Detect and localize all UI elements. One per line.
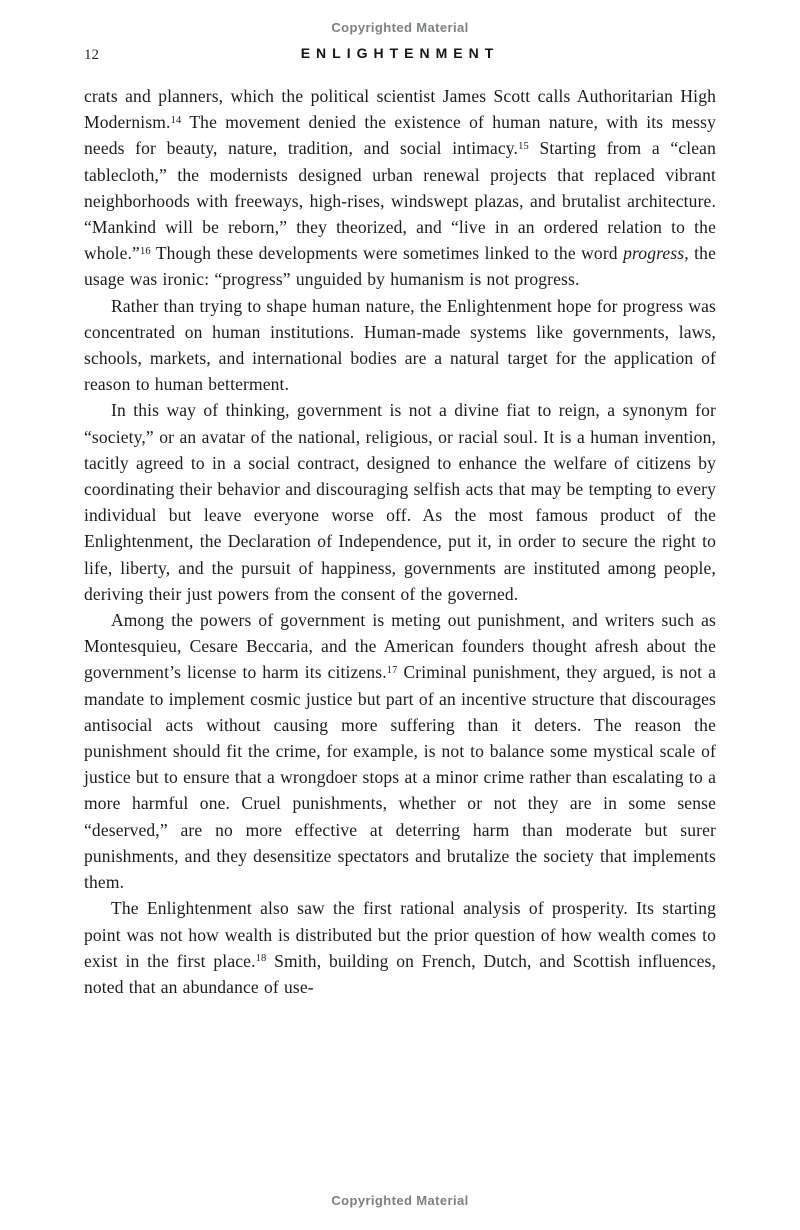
body-text xyxy=(84,83,716,1000)
text-run: Among the powers of government is meting out punishment, and writers such as Montesquieu, Cesare Beccaria, and the American founders thought afresh about the government’s license to harm its citizens. xyxy=(84,610,716,683)
text-run: Criminal punishment, they argued, is not a mandate to implement cosmic justice but part of an incentive structure that discourages antisocial acts without causing more suffering than it deters. The reason the punishment should fit the crime, for example, is not to balance some mystical scale of justice but to ensure that a wrongdoer stops at a minor crime rather than escalating to a more harmful one. Cruel punishments, whether or not they are in some sense “deserved,” are no more effective at deterring harm than moderate but surer punishments, and they desensitize spectators and brutalize the society that implements them. xyxy=(84,662,716,893)
page-header xyxy=(84,45,716,67)
page-number: 12 xyxy=(84,47,99,63)
paragraph xyxy=(84,895,716,1000)
paragraph xyxy=(84,397,716,607)
copyright-notice-bottom: Copyrighted Material xyxy=(331,1193,469,1208)
paragraph xyxy=(84,607,716,895)
footnote-reference: 15 xyxy=(518,141,529,153)
footnote-reference: 14 xyxy=(170,114,182,126)
text-run: the usage was ironic: “progress” unguided by humanism is not progress. xyxy=(84,243,716,290)
paragraph xyxy=(84,83,716,293)
text-run: The Enlightenment also saw the first rational analysis of prosperity. Its starting point was not how wealth is distributed but the prior question of how wealth comes to exist in the first place. xyxy=(84,898,716,971)
text-run: crats and planners, which the political scientist James Scott calls Authoritarian High Modernism. xyxy=(84,86,716,133)
text-run: Smith, building on French, Dutch, and Scottish influences, noted that an abundance of use- xyxy=(84,950,716,997)
paragraph xyxy=(84,293,716,398)
text-run: Rather than trying to shape human nature, the Enlightenment hope for progress was concentrated on human institutions. Human-made systems like governments, laws, schools, markets, and international bodies are a natural target for the application of reason to human betterment. xyxy=(84,295,716,395)
running-header: ENLIGHTENMENT xyxy=(300,45,500,61)
text-run: The movement denied the existence of human nature, with its messy needs for beauty, nature, tradition, and social intimacy. xyxy=(84,112,716,159)
footnote-reference: 16 xyxy=(139,245,151,257)
text-run: In this way of thinking, government is not a divine fiat to reign, a synonym for “society,” or an avatar of the national, religious, or racial soul. It is a human invention, tacitly agreed to in a social contract, designed to enhance the welfare of citizens by coordinating their behavior and discouraging selfish acts that may be tempting to every individual but leave everyone worse off. As the most famous product of the Enlightenment, the Declaration of Independence, put it, in order to secure the right to life, liberty, and the pursuit of happiness, governments are instituted among people, deriving their just powers from the consent of the governed. xyxy=(84,400,716,604)
text-run: Starting from a “clean tablecloth,” the modernists designed urban renewal projects that replaced vibrant neighborhoods with freeways, high-rises, windswept plazas, and brutalist architecture. “Mankind will be reborn,” they theorized, and “live in an ordered relation to the whole.” xyxy=(84,138,716,264)
italic-text: progress, xyxy=(623,243,689,264)
copyright-notice-top: Copyrighted Material xyxy=(331,20,469,35)
footnote-reference: 18 xyxy=(255,953,267,965)
text-run: Though these developments were sometimes linked to the word xyxy=(150,243,624,264)
footnote-reference: 17 xyxy=(386,665,398,677)
